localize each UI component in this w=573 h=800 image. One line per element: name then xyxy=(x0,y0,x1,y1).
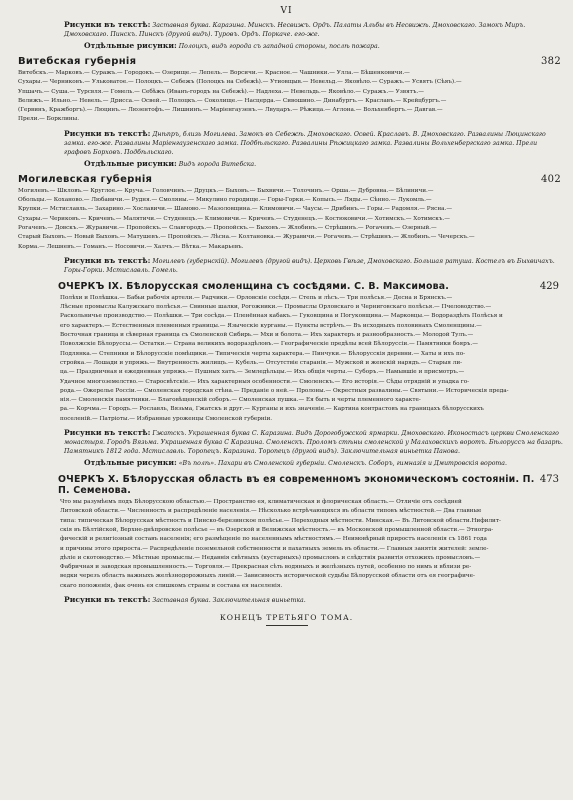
contents-line: Фабричная и заводская промышленность.— Торговля.— Прекрасная сѣть водяныхъ и желѣзныхъ путей, особенно по нимъ и вблизи ре- xyxy=(60,564,472,571)
contents-line: Сухары.— Черниковъ.— Ульковатое.— Полоцкъ.— Себежъ (Полоцкъ на Себежѣ).— Утиовщыв.— Невельд.— Яковѣло.— Суражъ.— Усвятъ (Сѣяъ).— xyxy=(18,79,462,86)
contents-line: дѣліе и скотоводство.— Мѣстные промыслы.— Недавнія свѣтныхъ (кустарныхъ) промысловъ и слѣдствія развитія отхожихъ промысловъ.— xyxy=(60,554,481,561)
contents-line: Подлянка.— Степники и Бѣлорусскіе помѣщики.— Типическія черты характера.— Пинчуки.— Бѣлорусскія деревни.— Хаты и ихъ по- xyxy=(60,350,466,357)
separate-illustrations xyxy=(84,159,563,169)
chapter-title: ОЧЕРКЪ IX. Бѣлорусская смоленщина съ сосѣдями. С. В. Максимова. xyxy=(58,280,450,292)
page-number: VI xyxy=(280,6,293,16)
contents-line: (Гервинъ, Кражборгъ).— Люцинъ.— Люзентофъ.— Лишнинъ.— Маріенгаузенъ.— Лвуцаръ.— Рѣжица.— Аглона.— Вольхенбергъ.— Давгав.— xyxy=(18,107,443,114)
separate-illustrations-list: «Въ полѣ». Пахари въ Смоленской губерніи. Смоленскъ. Соборъ, гимназія и Дмитровскія ворота. xyxy=(178,460,507,468)
contents-line: Старый Быховъ.— Новый Быховъ.— Матушевъ.— Пропойскъ.— Лѣсна.— Колтановка.— Журавичи.— Рогачевъ.— Стрѣшинъ.— Жлобинъ.— Чечерскъ.— xyxy=(18,234,475,241)
illustrations-label: Рисунки въ текстѣ: xyxy=(64,594,151,604)
contents-line: фическій и религіозный составъ населенія; его размѣщеніе по населеннымъ мѣстностямъ.— Неимовѣрный приростъ населенія съ 1861 года xyxy=(60,536,487,543)
contents-line: ца.— Праздничная и ежедневная упряжь.— Пушных хатъ.— Земледѣльцы.— Ихъ общія черты.— Суборъ.— Намывшіе и присмотръ.— xyxy=(60,369,465,376)
end-of-volume: КОНЕЦЪ ТРЕТЬЯГО ТОМА. xyxy=(219,612,354,622)
separate-illustrations-list: Полоцкъ, видъ города съ западной стороны, послѣ пожара. xyxy=(178,43,380,50)
section-heading-vitebsk xyxy=(10,56,563,67)
contents-line: его характеръ.— Естественныя племенныя границы.— Языческіе курганы.— Пункты встрѣчъ.— Въ исходныхъ половинахъ Смоленщины.— xyxy=(60,322,482,329)
illustrations-list: Могилевъ (губернскій). Могилевъ (другой видъ). Церковь Гвѣзе, Дмоховскаго. Большая ратуша. Костелъ въ Быхвичахъ. Горы-Горки. Мстиславль. Гомель. xyxy=(64,257,555,274)
illustrations-list: Заставная буква. Караэина. Минскъ. Несвижъ. Ордъ. Палаты Альбы въ Несвижѣ. Дмоховскаго. Замокъ Миръ. Дмоховскаго. Пинскъ. Пинскъ (другой видъ). Туровъ. Ордъ. Поркаче. его-же. xyxy=(64,22,526,38)
contents-line: скаго положенія, фак очень ея слишкомъ страны и состава ея населенія. xyxy=(60,582,283,589)
section-page-number: 402 xyxy=(541,173,561,185)
contents-line: ра.— Корчма.— Городъ.— Рославль, Вязьма, Гжатскъ и друг.— Курганы и ихъ значеніе.— Картина контрастовъ на границахъ бѣлорусскихъ xyxy=(60,406,484,413)
illustrations-label: Рисунки въ текстѣ: xyxy=(64,428,151,438)
contents-line: скія въ Бѣлтійской, Верхне-днѣпровское полѣсье — въ Озерской и Велижская мѣстность.— въ Московской промышленной области.— Этногра- xyxy=(60,526,494,533)
contents-line: Поволжскіе Бѣлоруссы.— Остатки.— Страна великихъ водораздѣловъ.— Географическіе предѣлы всей Бѣлоруссіи.— Памятники бояръ.— xyxy=(60,341,478,348)
illustrations-list: Гжатскъ. Украшенная буква С. Каразина. Видъ Дорогобужской ярмарки. Дмоховскаго. Иконостасъ церкви Смоленскаго монастыря. Городъ Вязьма. Украшенная буква С Каразина. Смоленскъ. Проломъ стѣны смоленской у Малаховскихъ воротъ. Бѣлоруссъ на базарѣ. Памятникъ 1812 года. Мстиславль. Торопецъ. Каразина. Торопецъ (другой видъ). Заключительная виньетка Панова. xyxy=(64,430,563,456)
illustrations-list: Заставная буква. Заключительная виньетка. xyxy=(152,596,306,604)
contents-line: Удачное многоземелство.— Старосвѣтскіе.— Ихъ характерныя особенности.— Смоленскъ.— Его исторія.— Сѣды отрядній и упадка го- xyxy=(60,378,470,385)
illustrations-in-text xyxy=(64,595,563,605)
chapter-page-number: 473 xyxy=(539,474,559,486)
section-page-number: 382 xyxy=(541,56,561,67)
illustrations-label: Рисунки въ текстѣ: xyxy=(64,255,151,265)
illustrations-in-text xyxy=(64,20,563,39)
section-title: Могилевская губернія xyxy=(18,173,153,185)
chapter-contents-ix xyxy=(10,294,563,424)
section-title: Витебская губернія xyxy=(18,56,137,67)
illustrations-in-text xyxy=(64,428,563,456)
contents-line: поселеній.— Патріоты.— Избранные уроженцы Смоленской губерніи. xyxy=(60,415,273,422)
contents-line: Корма.— Лешневъ.— Гоманъ.— Носовичи.— Халчъ.— Вѣтка.— Макарьевъ. xyxy=(18,243,244,250)
contents-line: Велижъ.— Ильно.— Невель.— Дрисса.— Освей.— Полоцкъ.— Соколище.— Насцерда.— Сивошино.— Динабургъ.— Краславъ.— Крейцбургъ.— xyxy=(18,97,447,104)
chapter-contents-x xyxy=(10,498,563,591)
contents-line: стройка.— Лошади и упряжь.— Внутренность жилищъ.— Кубель.— Отсутствіе старанія.— Мужской и женскій нарядъ.— Старыя ли- xyxy=(60,359,463,366)
contents-line: типа: типическая Бѣлорусская мѣстность и Пинско-березинское полѣсье.— Переходныя мѣстности. Минская.— Въ Литовской области.Нифилит- xyxy=(60,517,501,524)
chapter-heading-ix xyxy=(10,281,563,292)
contents-line: нія.— Смоленскія памятники.— Благовѣщенскій соборъ.— Смоленская пушка.— Ея быть и черты племенного характе- xyxy=(60,397,421,404)
illustrations-label: Рисунки въ текстѣ: xyxy=(64,128,151,138)
contents-line: Литовской области.— Численность и распредѣленіе населенія.— Нѣсколько встрѣчающихся въ области типовъ мѣстностей.— Два главные xyxy=(60,508,482,515)
illustrations-list: Днѣпръ, близь Могилева. Замокъ въ Себежѣ. Дмоховскаго. Освей. Краславъ. В. Дмоховскаго. Развалины Люцинскаго замка. его-же. Развалины Маріенгаузенскаго замка. Подбѣльскаго. Развалины Рѣжицкаго замка. Развалины Вольхенбергскаго замка. Прели графовъ Борховъ. Подбѣльскаго. xyxy=(64,130,546,156)
contents-line: Крупки.— Мстиславль.— Захарино.— Хославичи.— Шамово.— Мазоловщина.— Климовичи.— Чаусы.— Дрибинъ.— Горы.— Радомля.— Рясна.— xyxy=(18,206,453,213)
separate-illustrations-label: Отдѣльные рисунки: xyxy=(84,458,177,468)
contents-line: Обольцы.— Коханово.— Любавичи.— Рудня.— Смоляны.— Микулино городище.— Горы-Горки.— Копысь.— Ляды.— Сѣнно.— Лукомль.— xyxy=(18,197,432,204)
separate-illustrations-label: Отдѣльные рисунки: xyxy=(84,158,177,168)
contents-line: Раскольничье производство.— Полѣшки.— Три сосѣда.— Пленённая кабакъ.— Гуковщина и Погуковщина.— Марковцы.— Водораздѣлъ Полѣсья и xyxy=(60,313,503,320)
chapter-page-number: 429 xyxy=(539,280,559,292)
contents-line: Витебскъ.— Марковъ.— Суражъ.— Городокъ.— Озерище.— Лепель.— Ворсичи.— Красное.— Чашники.— Улла.— Бѣшенковичи.— xyxy=(18,70,410,76)
contents-line: Полѣхи и Полѣшка.— Бабьи рабочія артели.— Радчики.— Орловскіе сосѣди.— Степь и лѣсъ.— Три полѣсья.— Десна и Брянскъ.— xyxy=(60,294,453,301)
contents-line: ведки черезъ область важныхъ желѣзнодорожныхъ линій.— Зависимость исторической судьбы Бѣлорусской области отъ ея географиче- xyxy=(60,573,475,580)
separate-illustrations-label: Отдѣльные рисунки: xyxy=(84,41,177,50)
contents-line: рода.— Ожерелье Россіи.— Смоленская городская стѣна.— Преданіе о ней.— Пролоны.— Окрестныя развалины.— Святыни.— Историческія преда- xyxy=(60,387,509,394)
illustrations-in-text xyxy=(64,129,563,157)
contents-line: и причины этого прироста.— Распредѣленіе поземельной собственности и пахатныхъ земель въ области.— Главныя занятія жителей: земле- xyxy=(60,545,489,552)
illustrations-label: Рисунки въ текстѣ: xyxy=(64,20,151,29)
separate-illustrations xyxy=(84,458,563,468)
chapter-title: ОЧЕРКЪ X. Бѣлорусская область въ ея современномъ экономическомъ состояніи. П. П. Семенова. xyxy=(58,474,535,497)
contents-line: Рогачевъ.— Довскъ.— Журавичи.— Пропойскъ.— Славгородъ.— Пропойскъ.— Быховъ.— Жлобинъ.— Стрѣшинъ.— Рогачевъ.— Озерный.— xyxy=(18,224,437,231)
section-contents-mogilev xyxy=(10,187,563,252)
chapter-heading-x xyxy=(10,474,563,496)
contents-line: Прели.— Борклины. xyxy=(18,116,80,123)
separate-illustrations-list: Видъ города Витебска. xyxy=(178,160,257,168)
contents-line: Что мы разумѣемъ подъ Бѣлорусскою областью.— Пространство ея, климатическая и флорическая область.— Отличіе отъ сосѣдней xyxy=(60,499,462,506)
separate-illustrations xyxy=(84,41,563,51)
contents-line: Восточная граница и сѣверная граница съ Смоленской Сибирь.— Мхи и болота.— Ихъ характеръ и разнообразность.— Молодой Тулъ.— xyxy=(60,332,474,339)
section-contents-vitebsk xyxy=(10,69,563,125)
illustrations-in-text xyxy=(64,256,563,275)
end-rule xyxy=(266,625,308,626)
contents-line: Могилевъ.— Шкловъ.— Круглое.— Круча.— Головчинъ.— Друцкъ.— Быховъ.— Быхвичи.— Толочинъ.— Орша.— Дубровна.— Бѣлиничи.— xyxy=(18,187,434,194)
section-heading-mogilev xyxy=(10,174,563,185)
contents-line: Упшачъ.— Суша.— Турсвля.— Гомель.— Себѣжъ (Иванъ-городъ на Себежѣ).— Надлеха.— Невельдь.— Яковѣло.— Суражъ.— Узвятъ.— xyxy=(18,88,424,95)
contents-line: Сухары.— Чериковъ.— Кричевъ.— Малятичи.— Студенецъ.— Климовичи.— Кричевъ.— Студенецъ.— Костюковичи.— Хотимскъ.— Хотимскъ.— xyxy=(18,215,450,222)
contents-line: Лѣсные промыслы Калужскаго полѣсья.— Свинные шалки, Рогожники.— Промыслы Орловскаго и Черниговскаго полѣсья.— Пчеловодство.— xyxy=(60,304,492,311)
